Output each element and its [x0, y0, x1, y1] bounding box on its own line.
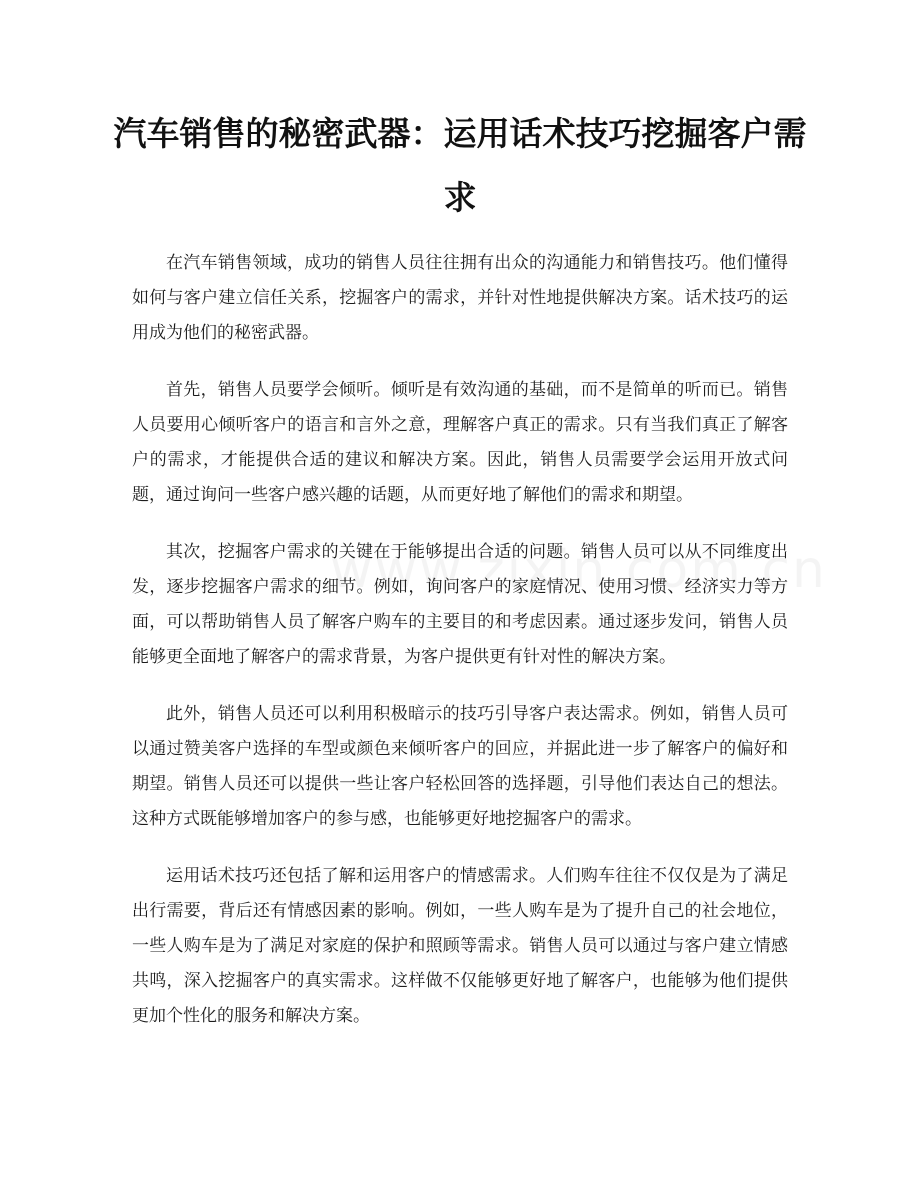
paragraph: 在汽车销售领域，成功的销售人员往往拥有出众的沟通能力和销售技巧。他们懂得如何与客户建立信任关系，挖掘客户的需求，并针对性地提供解决方案。话术技巧的运用成为他们的秘密武器。: [132, 253, 788, 343]
paragraph: 此外，销售人员还可以利用积极暗示的技巧引导客户表达需求。例如，销售人员可以通过赞美客户选择的车型或颜色来倾听客户的回应，并据此进一步了解客户的偏好和期望。销售人员还可以提供一些让客户轻松回答的选择题，引导他们表达自己的想法。这种方式既能够增加客户的参与感，也能够更好地挖掘客户的需求。: [132, 704, 788, 829]
paragraph: 首先，销售人员要学会倾听。倾听是有效沟通的基础，而不是简单的听而已。销售人员要用心倾听客户的语言和言外之意，理解客户真正的需求。只有当我们真正了解客户的需求，才能提供合适的建议和解决方案。因此，销售人员需要学会运用开放式问题，通过询问一些客户感兴趣的话题，从而更好地了解他们的需求和期望。: [132, 380, 788, 505]
paragraph: 其次，挖掘客户需求的关键在于能够提出合适的问题。销售人员可以从不同维度出发，逐步挖掘客户需求的细节。例如，询问客户的家庭情况、使用习惯、经济实力等方面，可以帮助销售人员了解客户购车的主要目的和考虑因素。通过逐步发问，销售人员能够更全面地了解客户的需求背景，为客户提供更有针对性的解决方案。: [132, 542, 788, 667]
document-body: [132, 246, 788, 1056]
paragraph: 运用话术技巧还包括了解和运用客户的情感需求。人们购车往往不仅仅是为了满足出行需要，背后还有情感因素的影响。例如，一些人购车是为了提升自己的社会地位，一些人购车是为了满足对家庭的保护和照顾等需求。销售人员可以通过与客户建立情感共鸣，深入挖掘客户的真实需求。这样做不仅能够更好地了解客户，也能够为他们提供更加个性化的服务和解决方案。: [132, 866, 788, 1026]
document-title: 汽车销售的秘密武器：运用话术技巧挖掘客户需求: [113, 114, 807, 217]
